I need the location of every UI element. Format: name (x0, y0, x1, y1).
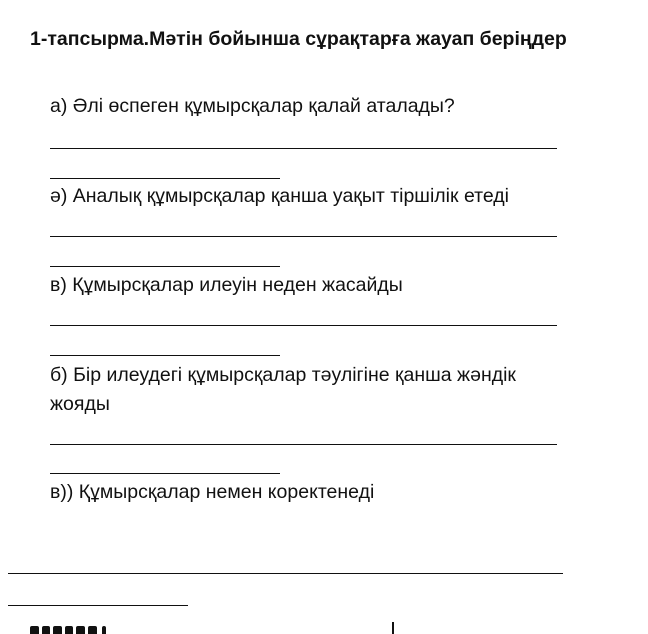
answer-line (50, 236, 557, 237)
question-b: б) Бір илеудегі құмырсқалар тәулігіне қанша жәндік жояды (50, 364, 516, 415)
answer-line (50, 148, 557, 149)
answer-line-short (8, 605, 188, 606)
question-ae: ә) Аналық құмырсқалар қанша уақыт тіршілік етеді (50, 185, 509, 207)
answer-line-short (50, 355, 280, 356)
answer-line (50, 444, 557, 445)
answer-line (8, 573, 563, 574)
answer-line-short (50, 473, 280, 474)
answer-line-short (50, 266, 280, 267)
question-v2: в)) Құмырсқалар немен коректенеді (50, 481, 375, 503)
cropped-text-fragment (30, 622, 430, 634)
answer-line-short (50, 178, 280, 179)
question-v: в) Құмырсқалар илеуін неден жасайды (50, 274, 403, 296)
answer-line (50, 325, 557, 326)
task-title: 1-тапсырма.Мәтін бойынша сұрақтарға жауап беріңдер (30, 28, 567, 50)
question-a: а) Әлі өспеген құмырсқалар қалай аталады? (50, 95, 455, 117)
